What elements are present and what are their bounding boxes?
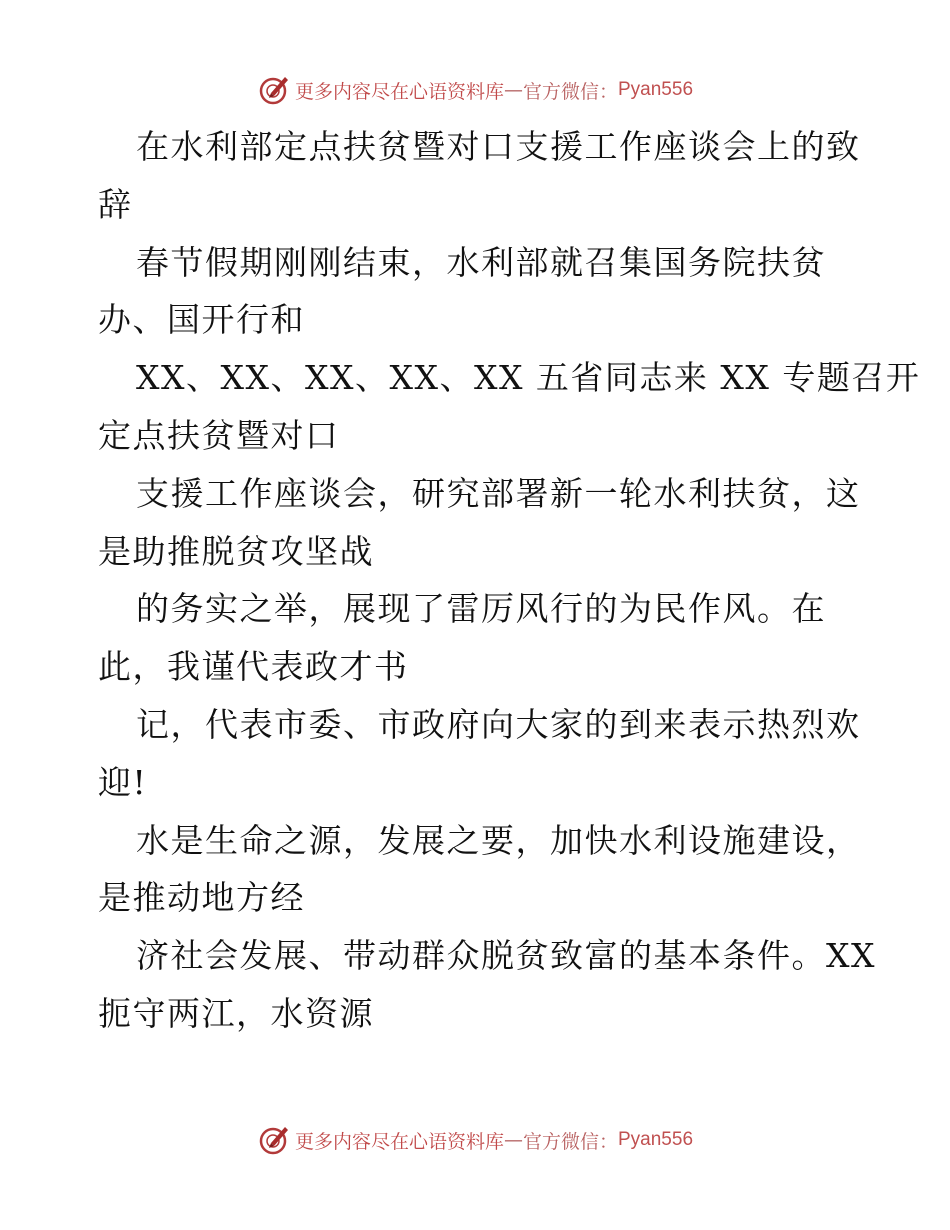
- body-text-line: 水是生命之源，发展之要，加快水利设施建设，: [136, 820, 861, 860]
- document-body: [98, 118, 921, 1043]
- body-text-line: 支援工作座谈会，研究部署新一轮水利扶贫，这: [136, 473, 861, 513]
- banner-brand-text: 更多内容尽在心语资料库: [294, 1130, 504, 1153]
- pen-circle-logo-icon: [257, 1123, 291, 1157]
- body-text-line: 是推动地方经: [98, 878, 305, 918]
- header-banner: [0, 70, 950, 110]
- banner-wechat-label: 官方微信：: [522, 80, 618, 103]
- body-text-line: 是助推脱贫攻坚战: [98, 531, 374, 571]
- body-text-line: XX、XX、XX、XX、XX 五省同志来 XX 专题召开: [136, 358, 921, 398]
- body-text-line: 辞: [98, 184, 133, 224]
- body-text-line: 的务实之举，展现了雷厉风行的为民作风。在: [136, 589, 826, 629]
- body-text-line: 定点扶贫暨对口: [98, 415, 340, 455]
- body-text-line: 办、国开行和: [98, 300, 305, 340]
- banner-separator: —: [503, 79, 523, 101]
- pen-circle-logo-icon: [257, 73, 291, 107]
- banner-separator: —: [503, 1129, 523, 1151]
- body-text-line: 迎!: [98, 762, 148, 802]
- body-text-line: 春节假期刚刚结束，水利部就召集国务院扶贫: [136, 242, 826, 282]
- banner-wechat-id: Pyan556: [618, 79, 694, 100]
- banner-wechat-id: Pyan556: [618, 1129, 694, 1150]
- body-text-line: 记，代表市委、市政府向大家的到来表示热烈欢: [136, 704, 861, 744]
- banner-brand-text: 更多内容尽在心语资料库: [294, 80, 504, 103]
- body-text-line: 在水利部定点扶贫暨对口支援工作座谈会上的致: [136, 127, 861, 166]
- footer-banner: [0, 1120, 950, 1160]
- body-text-line: 扼守两江，水资源: [98, 993, 374, 1033]
- body-text-line: 此，我谨代表政才书: [98, 647, 409, 687]
- banner-wechat-label: 官方微信：: [522, 1130, 618, 1153]
- body-text-line: 济社会发展、带动群众脱贫致富的基本条件。XX: [136, 936, 876, 976]
